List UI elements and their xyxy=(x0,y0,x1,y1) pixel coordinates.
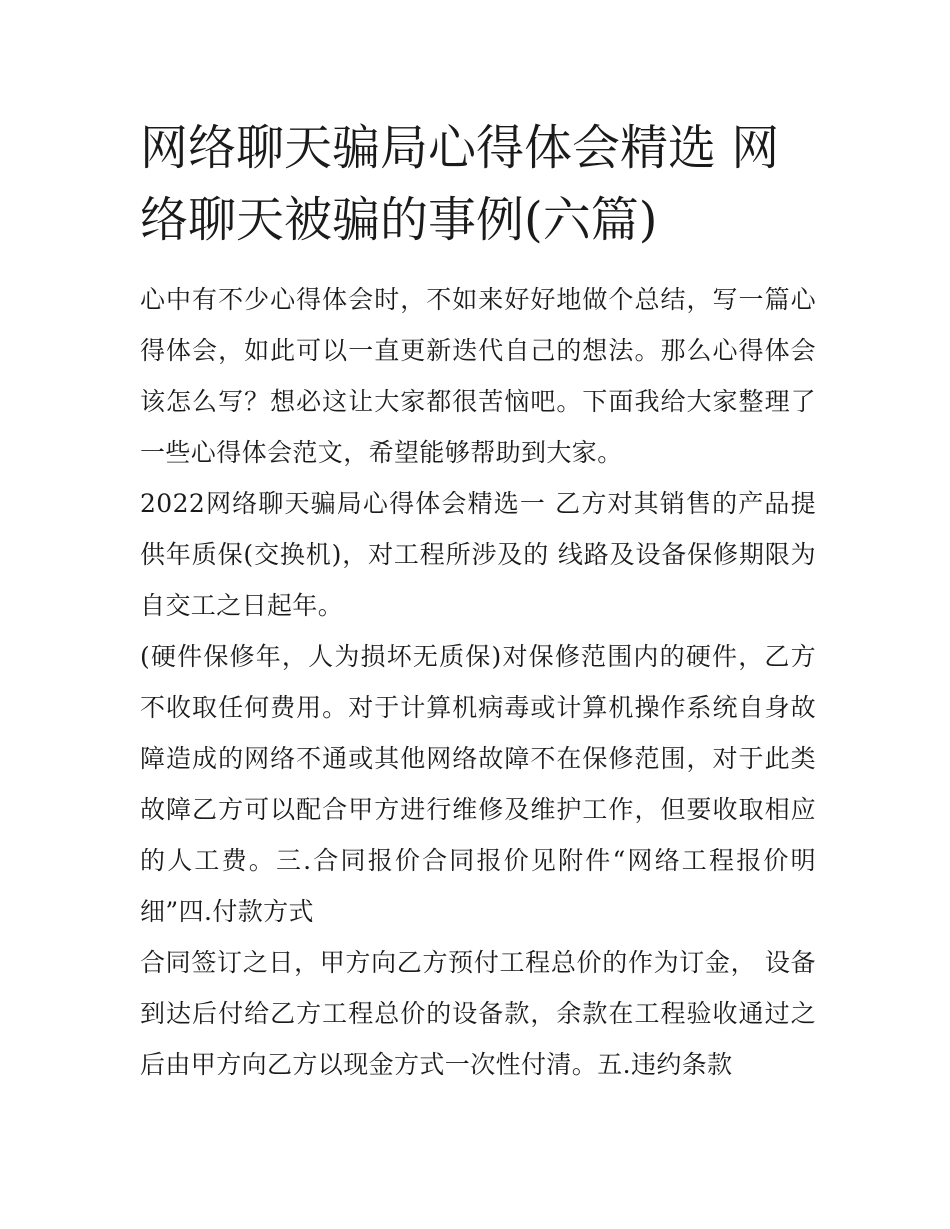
paragraph-maintenance: (硬件保修年，人为损坏无质保)对保修范围内的硬件，乙方不收取任何费用。对于计算机病毒或计算机操作系统自身故障造成的网络不通或其他网络故障不在保修范围，对于此类故障乙方可以配合甲方进行维修及维护工作，但要收取相应的人工费。三.合同报价合同报价见附件“网络工程报价明细”四.付款方式 xyxy=(140,642,816,926)
paragraph-payment: 合同签订之日，甲方向乙方预付工程总价的作为订金， 设备到达后付给乙方工程总价的设备款，余款在工程验收通过之后由甲方向乙方以现金方式一次性付清。五.违约条款 xyxy=(140,948,816,1079)
document-page xyxy=(140,112,816,1090)
paragraph-warranty: 2022网络聊天骗局心得体会精选一 乙方对其销售的产品提供年质保(交换机)，对工程所涉及的 线路及设备保修期限为自交工之日起年。 xyxy=(140,489,816,620)
document-title: 网络聊天骗局心得体会精选 网络聊天被骗的事例(六篇) xyxy=(140,120,780,248)
paragraph-intro: 心中有不少心得体会时，不如来好好地做个总结，写一篇心得体会，如此可以一直更新迭代自己的想法。那么心得体会该怎么写？想必这让大家都很苦恼吧。下面我给大家整理了一些心得体会范文，希望能够帮助到大家。 xyxy=(140,285,816,467)
